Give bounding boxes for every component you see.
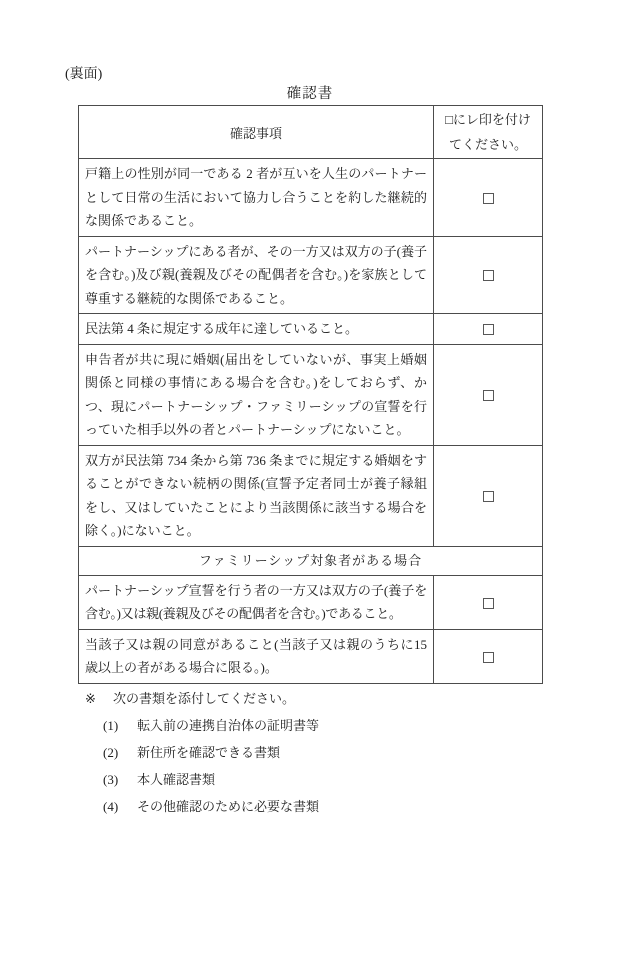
confirmation-item-text: 当該子又は親の同意があること(当該子又は親のうちに15歳以上の者がある場合に限る。)。	[79, 629, 434, 683]
list-item-text: その他確認のために必要な書類	[137, 798, 320, 814]
checkbox-cell	[434, 159, 543, 237]
list-item-number: (1)	[103, 717, 119, 733]
list-item-text: 本人確認書類	[137, 771, 216, 787]
confirmation-item-text: パートナーシップにある者が、その一方又は双方の子(養子を含む。)及び親(養親及びその配偶者を含む。)を家族として尊重する継続的な関係であること。	[79, 236, 434, 314]
confirmation-item-text: 戸籍上の性別が同一である 2 者が互いを人生のパートナーとして日常の生活において協力し合うことを約した継続的な関係であること。	[79, 159, 434, 237]
section-header-row	[79, 546, 543, 575]
page-title: 確認書	[286, 86, 334, 102]
side-label: (裏面)	[65, 67, 103, 82]
checkbox-cell	[434, 344, 543, 445]
list-item	[103, 744, 630, 761]
list-item	[103, 798, 630, 815]
column-header-check	[434, 106, 543, 159]
table-row	[79, 159, 543, 237]
attachment-notes	[0, 690, 630, 815]
check-column-instruction-line2: てください。	[448, 137, 527, 152]
checkbox-cell	[434, 629, 543, 683]
section-header-familyship: ファミリーシップ対象者がある場合	[79, 546, 543, 575]
checkbox[interactable]	[483, 390, 494, 401]
table-row	[79, 445, 543, 546]
list-item-number: (4)	[103, 798, 119, 814]
confirmation-table	[78, 105, 543, 684]
column-header-items: 確認事項	[79, 106, 434, 159]
table-row	[79, 344, 543, 445]
table-row	[79, 236, 543, 314]
checkbox-cell	[434, 236, 543, 314]
checkbox-cell	[434, 314, 543, 345]
confirmation-item-text: 双方が民法第 734 条から第 736 条までに規定する婚姻をすることができない続柄の関係(宣誓予定者同士が養子縁組をし、又はしていたことにより当該関係に該当する場合を除く。)にないこと。	[79, 445, 434, 546]
checkbox-cell	[434, 445, 543, 546]
confirmation-item-text: 申告者が共に現に婚姻(届出をしていないが、事実上婚姻関係と同様の事情にある場合を含む。)をしておらず、かつ、現にパートナーシップ・ファミリーシップの宣誓を行っていた相手以外の者とパートナーシップにないこと。	[79, 344, 434, 445]
checkbox[interactable]	[483, 598, 494, 609]
note-intro-text: 次の書類を添付してください。	[113, 690, 296, 706]
list-item	[103, 717, 630, 734]
table-header-row	[79, 106, 543, 159]
document-page	[0, 67, 630, 815]
checkbox-cell	[434, 575, 543, 629]
list-item-number: (2)	[103, 744, 119, 760]
note-intro	[85, 690, 630, 707]
list-item-text: 新住所を確認できる書類	[137, 744, 281, 760]
check-column-instruction-line1: □にレ印を付け	[445, 112, 531, 127]
table-row	[79, 629, 543, 683]
checkbox[interactable]	[483, 193, 494, 204]
list-item-number: (3)	[103, 771, 119, 787]
checkbox[interactable]	[483, 652, 494, 663]
list-item-text: 転入前の連携自治体の証明書等	[137, 717, 320, 733]
table-row	[79, 314, 543, 345]
checkbox[interactable]	[483, 270, 494, 281]
checkbox[interactable]	[483, 324, 494, 335]
note-marker: ※	[85, 690, 96, 706]
list-item	[103, 771, 630, 788]
table-row	[79, 575, 543, 629]
confirmation-item-text: 民法第 4 条に規定する成年に達していること。	[79, 314, 434, 345]
checkbox[interactable]	[483, 491, 494, 502]
confirmation-item-text: パートナーシップ宣誓を行う者の一方又は双方の子(養子を含む。)又は親(養親及びその配偶者を含む。)であること。	[79, 575, 434, 629]
